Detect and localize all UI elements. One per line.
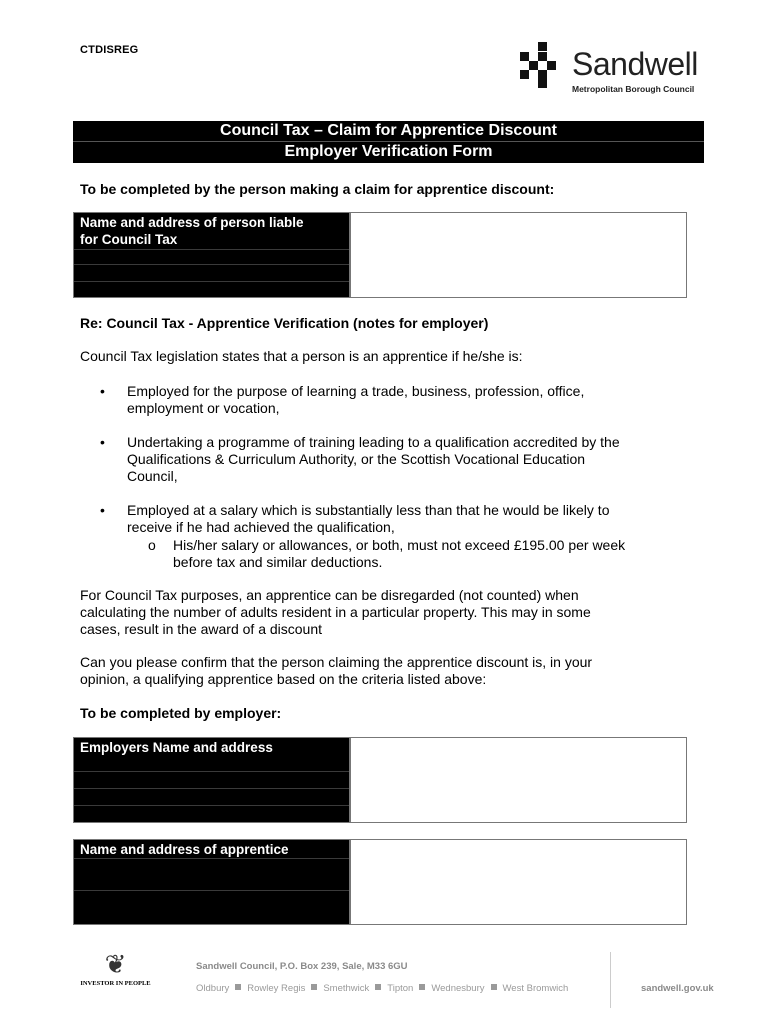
square-separator-icon [419,984,425,990]
liable-person-label-line2: for Council Tax [80,232,178,247]
form-title-line2: Employer Verification Form [284,143,493,160]
logo-squares-icon [520,42,566,88]
bullet-item: • Undertaking a programme of training leading to a qualification accredited by the Qualifications & Curriculum Authority, or the Scottish Vocational Education Council, [100,434,620,484]
liable-person-label-line1: Name and address of person liable [80,215,304,230]
bullet-item: • Employed for the purpose of learning a trade, business, profession, office, employment or vocation, [100,383,585,416]
footer-divider [610,952,611,1008]
form-title-line1: Council Tax – Claim for Apprentice Discount [73,121,704,142]
employer-label: Employers Name and address [74,738,349,822]
square-separator-icon [235,984,241,990]
notes-intro: Council Tax legislation states that a person is an apprentice if he/she is: [80,348,523,364]
liable-person-input[interactable] [349,213,686,297]
bullet-icon: • [100,502,105,518]
investor-in-people-logo: ❦ INVESTOR IN PEOPLE [78,948,153,1000]
bullet-icon: • [100,434,105,450]
logo-name: Sandwell [572,46,698,82]
notes-heading: Re: Council Tax - Apprentice Verification (notes for employer) [80,315,489,331]
employer-input[interactable] [349,738,686,822]
website-link[interactable]: sandwell.gov.uk [641,983,714,994]
bullet-item: • Employed at a salary which is substantially less than that he would be likely to receive if he had achieved the qualification, [100,502,610,535]
apprentice-field [73,839,687,925]
apprentice-label: Name and address of apprentice [74,840,349,924]
liable-person-field [73,212,687,298]
apprentice-input[interactable] [349,840,686,924]
disregard-paragraph: For Council Tax purposes, an apprentice can be disregarded (not counted) when calculating the number of adults resident in a particular property. This may in some cases, result in the award of a discount [80,587,591,637]
section2-heading: To be completed by employer: [80,705,282,721]
laurel-wreath-icon: ❦ [104,949,127,979]
section1-heading: To be completed by the person making a claim for apprentice discount: [80,181,555,197]
towns-list: Oldbury Rowley Regis Smethwick Tipton Wednesbury West Bromwich [196,983,569,994]
confirm-paragraph: Can you please confirm that the person claiming the apprentice discount is, in your opinion, a qualifying apprentice based on the criteria listed above: [80,654,593,687]
logo-subtitle: Metropolitan Borough Council [572,84,695,94]
square-separator-icon [311,984,317,990]
form-title [73,121,704,163]
square-separator-icon [375,984,381,990]
circle-bullet-icon: o [148,537,156,553]
liable-person-label [74,213,349,297]
council-logo [520,42,735,98]
square-separator-icon [491,984,497,990]
sub-bullet-item: o His/her salary or allowances, or both, must not exceed £195.00 per week before tax and similar deductions. [148,537,626,570]
form-reference-code: CTDISREG [80,44,139,56]
employer-field [73,737,687,823]
bullet-icon: • [100,383,105,399]
council-address: Sandwell Council, P.O. Box 239, Sale, M33 6GU [196,961,408,972]
